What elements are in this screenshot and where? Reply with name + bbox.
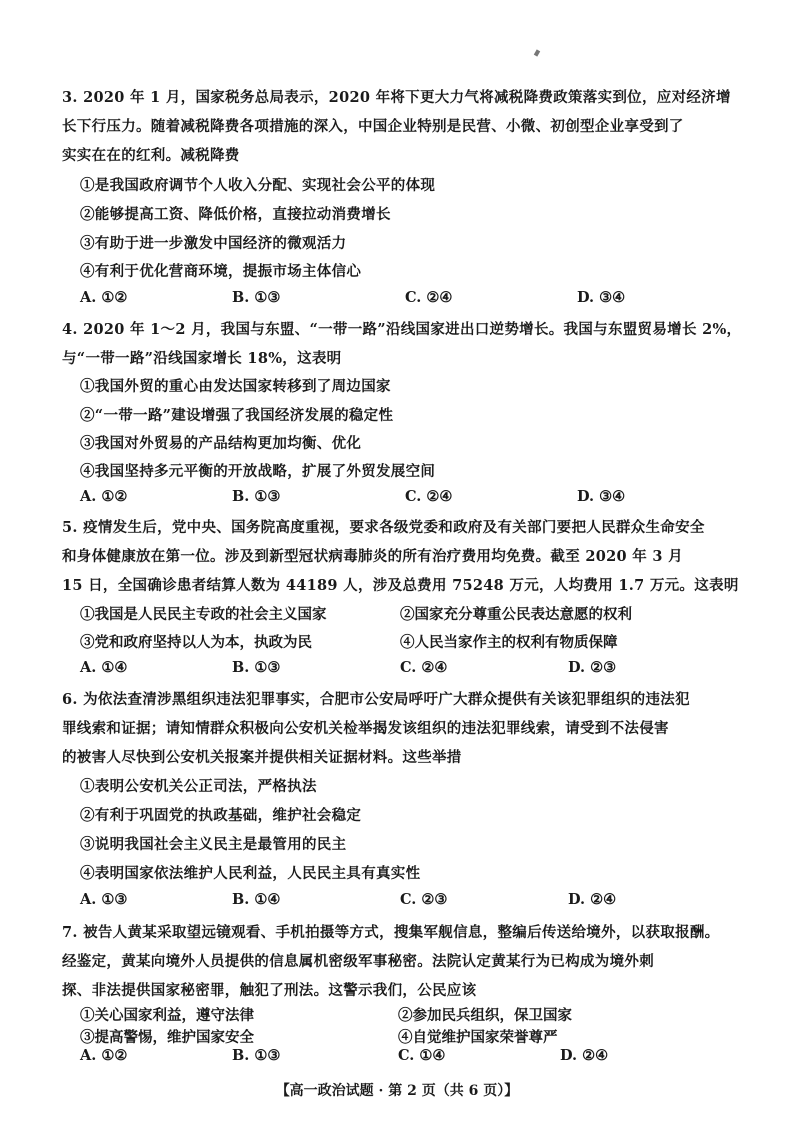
- q4-statement-4: ④我国坚持多元平衡的开放战略，扩展了外贸发展空间: [80, 463, 436, 480]
- q5-statement-3: ③党和政府坚持以人为本，执政为民: [80, 634, 312, 651]
- q4-option-a: A. ①②: [80, 488, 128, 505]
- q7-statement-row-2: [80, 1026, 760, 1048]
- q6-stem-line-3: 的被害人尽快到公安机关报案并提供相关证据材料。这些举措: [62, 749, 462, 766]
- q6-stem-line-2: 罪线索和证据；请知情群众积极向公安机关检举揭发该组织的违法犯罪线索，请受到不法侵害: [62, 720, 669, 737]
- scan-speck: [534, 49, 540, 56]
- q3-statement-1: ①是我国政府调节个人收入分配、实现社会公平的体现: [80, 177, 436, 194]
- q7-option-d: D. ②④: [560, 1047, 609, 1064]
- q3-option-b: B. ①③: [232, 289, 281, 306]
- q4-statement-3: ③我国对外贸易的产品结构更加均衡、优化: [80, 435, 362, 452]
- q7-stem-line-2: 经鉴定，黄某向境外人员提供的信息属机密级军事秘密。法院认定黄某行为已构成为境外刺: [62, 953, 654, 970]
- q6-option-b: B. ①④: [232, 891, 281, 908]
- q7-statement-2: ②参加民兵组织，保卫国家: [398, 1007, 572, 1024]
- q7-statement-row-1: [80, 1004, 760, 1026]
- q5-statement-row-1: [80, 603, 760, 625]
- q5-statement-row-2: [80, 631, 760, 653]
- q3-option-c: C. ②④: [405, 289, 453, 306]
- q5-stem-line-1: 5. 疫情发生后，党中央、国务院高度重视，要求各级党委和政府及有关部门要把人民群众生命安全: [62, 519, 705, 536]
- q7-statement-1: ①关心国家利益，遵守法律: [80, 1007, 254, 1024]
- q3-stem-line-1: 3. 2020 年 1 月，国家税务总局表示，2020 年将下更大力气将减税降费政策落实到位，应对经济增: [62, 89, 731, 106]
- q5-option-c: C. ②④: [400, 659, 448, 676]
- q6-statement-1: ①表明公安机关公正司法，严格执法: [80, 778, 317, 795]
- q3-statement-2: ②能够提高工资、降低价格，直接拉动消费增长: [80, 206, 391, 223]
- q6-option-d: D. ②④: [568, 891, 617, 908]
- q7-stem-line-1: 7. 被告人黄某采取望远镜观看、手机拍摄等方式，搜集军舰信息，整编后传送给境外，以获取报酬。: [62, 924, 720, 941]
- q3-option-a: A. ①②: [80, 289, 128, 306]
- q4-options: [80, 488, 760, 510]
- q7-options: [80, 1047, 760, 1069]
- q6-stem-line-1: 6. 为依法查清涉黑组织违法犯罪事实，合肥市公安局呼吁广大群众提供有关该犯罪组织的违法犯: [62, 691, 690, 708]
- q6-option-c: C. ②③: [400, 891, 448, 908]
- q6-options: [80, 891, 760, 913]
- q4-option-b: B. ①③: [232, 488, 281, 505]
- q6-option-a: A. ①③: [80, 891, 128, 908]
- q5-statement-1: ①我国是人民民主专政的社会主义国家: [80, 606, 327, 623]
- q4-option-c: C. ②④: [405, 488, 453, 505]
- page-footer: 【高一政治试题 · 第 2 页（共 6 页）】: [275, 1083, 519, 1099]
- q7-option-a: A. ①②: [80, 1047, 128, 1064]
- q3-stem-line-2: 长下行压力。随着减税降费各项措施的深入，中国企业特别是民营、小微、初创型企业享受到了: [62, 118, 684, 135]
- q4-statement-1: ①我国外贸的重心由发达国家转移到了周边国家: [80, 378, 391, 395]
- q3-option-d: D. ③④: [577, 289, 626, 306]
- q6-statement-2: ②有利于巩固党的执政基础，维护社会稳定: [80, 807, 362, 824]
- q5-stem-line-2: 和身体健康放在第一位。涉及到新型冠状病毒肺炎的所有治疗费用均免费。截至 2020 年 3 月: [62, 548, 683, 565]
- q5-statement-2: ②国家充分尊重公民表达意愿的权利: [400, 606, 632, 623]
- q4-statement-2: ②“一带一路”建设增强了我国经济发展的稳定性: [80, 407, 394, 424]
- q7-option-c: C. ①④: [398, 1047, 446, 1064]
- q7-option-b: B. ①③: [232, 1047, 281, 1064]
- q3-statement-4: ④有利于优化营商环境，提振市场主体信心: [80, 263, 362, 280]
- q4-stem-line-2: 与“一带一路”沿线国家增长 18%，这表明: [62, 350, 342, 367]
- q4-stem-line-1: 4. 2020 年 1～2 月，我国与东盟、“一带一路”沿线国家进出口逆势增长。我国与东盟贸易增长 2%，: [62, 321, 742, 338]
- q5-option-b: B. ①③: [232, 659, 281, 676]
- q4-option-d: D. ③④: [577, 488, 626, 505]
- q5-statement-4: ④人民当家作主的权利有物质保障: [400, 634, 618, 651]
- q7-stem-line-3: 探、非法提供国家秘密罪，触犯了刑法。这警示我们，公民应该: [62, 982, 477, 999]
- q5-option-a: A. ①④: [80, 659, 128, 676]
- q5-stem-line-3: 15 日，全国确诊患者结算人数为 44189 人，涉及总费用 75248 万元，人均费用 1.7 万元。这表明: [62, 577, 739, 594]
- q7-statement-3: ③提高警惕，维护国家安全: [80, 1029, 254, 1046]
- q3-statement-3: ③有助于进一步激发中国经济的微观活力: [80, 235, 347, 252]
- q5-option-d: D. ②③: [568, 659, 617, 676]
- q6-statement-3: ③说明我国社会主义民主是最管用的民主: [80, 836, 347, 853]
- q3-stem-line-3: 实实在在的红利。减税降费: [62, 147, 240, 164]
- q7-statement-4: ④自觉维护国家荣誉尊严: [398, 1029, 558, 1046]
- q5-options: [80, 659, 760, 681]
- q3-options: [80, 289, 760, 311]
- q6-statement-4: ④表明国家依法维护人民利益，人民民主具有真实性: [80, 865, 421, 882]
